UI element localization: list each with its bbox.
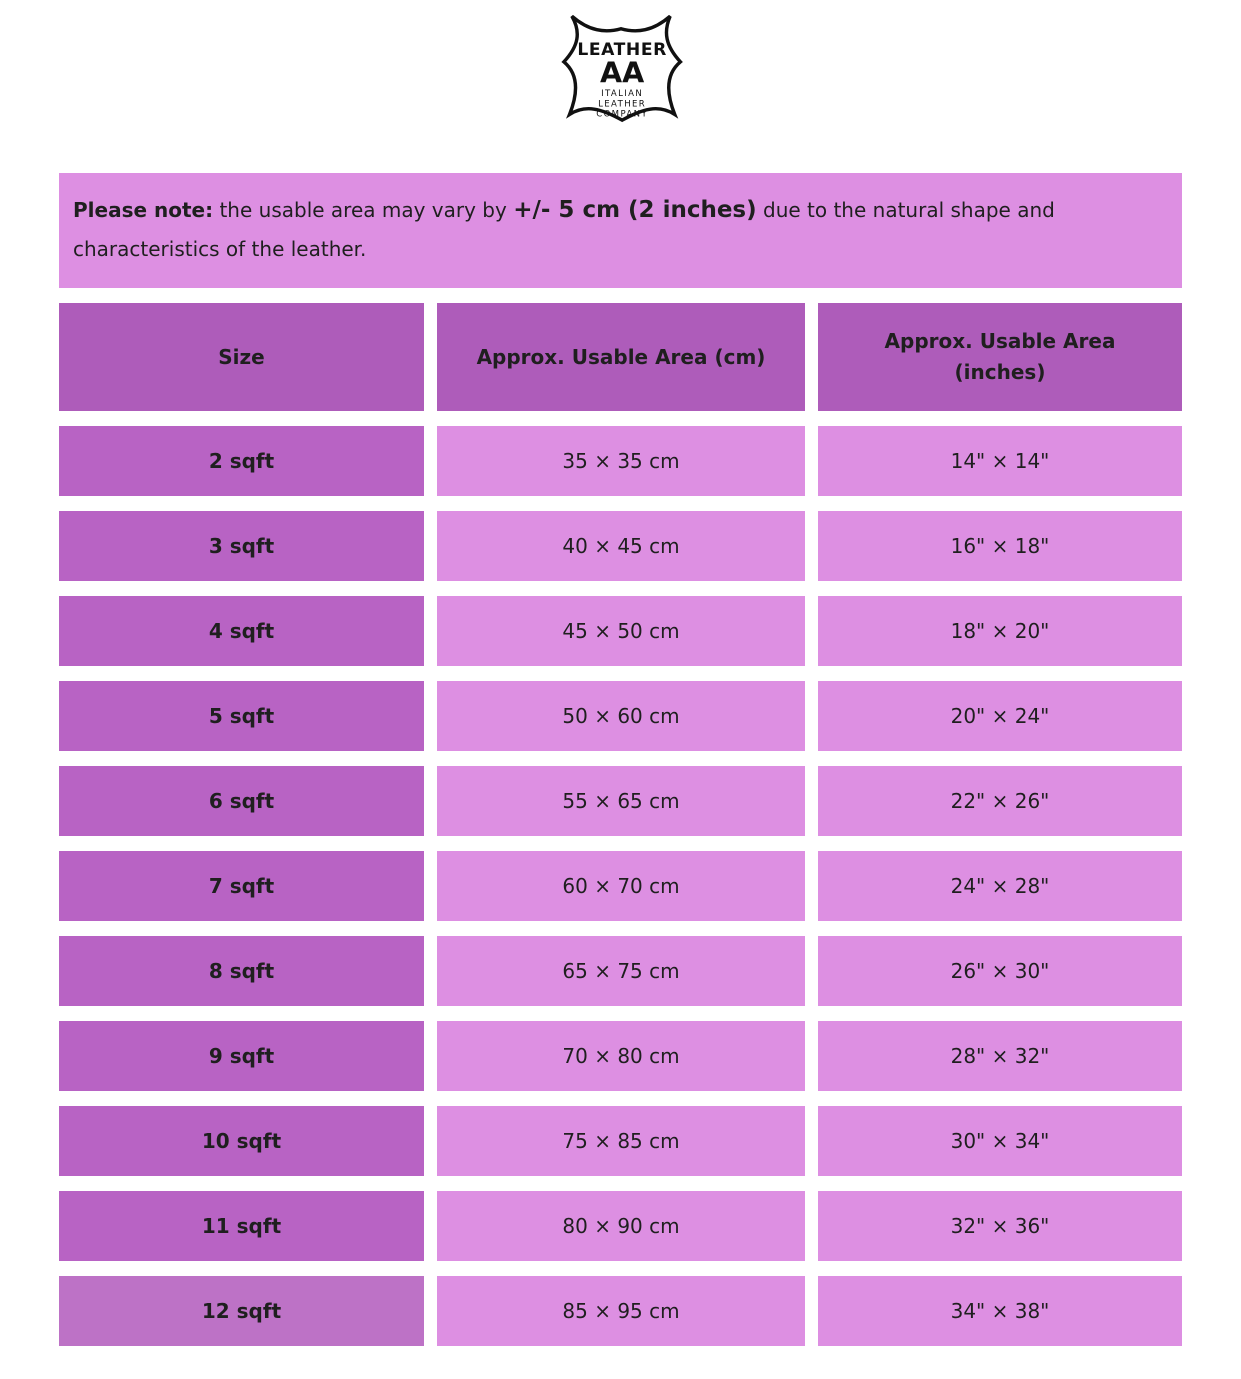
size-chart-table: [59, 303, 1182, 1379]
logo-sub-line2: LEATHER: [597, 99, 646, 110]
usable-area-inches-cell: 18" × 20": [818, 596, 1182, 666]
usable-area-cm-cell: 55 × 65 cm: [437, 766, 805, 836]
usable-area-inches-cell: 34" × 38": [818, 1276, 1182, 1346]
size-cell: 10 sqft: [59, 1106, 424, 1176]
usable-area-inches-cell: 28" × 32": [818, 1021, 1182, 1091]
size-cell: 7 sqft: [59, 851, 424, 921]
usable-area-cm-cell: 35 × 35 cm: [437, 426, 805, 496]
usable-area-inches-cell: 14" × 14": [818, 426, 1182, 496]
size-cell: 12 sqft: [59, 1276, 424, 1346]
leather-hide-icon: [552, 7, 690, 135]
brand-logo: [0, 0, 1241, 147]
note-text-suffix: due to the natural shape and characteristics of the leather.: [73, 198, 1055, 262]
usable-area-inches-cell: 20" × 24": [818, 681, 1182, 751]
column-header-inches-line2: (inches): [954, 360, 1046, 385]
column-header-size: Size: [59, 303, 424, 411]
size-cell: 4 sqft: [59, 596, 424, 666]
usable-area-cm-cell: 70 × 80 cm: [437, 1021, 805, 1091]
usable-area-inches-cell: 32" × 36": [818, 1191, 1182, 1261]
note-banner: [59, 173, 1182, 288]
size-cell: 8 sqft: [59, 936, 424, 1006]
usable-area-cm-cell: 45 × 50 cm: [437, 596, 805, 666]
logo-brand-top: LEATHER: [576, 40, 667, 60]
note-bold-variance: +/- 5 cm (2 inches): [513, 197, 757, 223]
size-cell: 11 sqft: [59, 1191, 424, 1261]
usable-area-inches-cell: 30" × 34": [818, 1106, 1182, 1176]
size-cell: 3 sqft: [59, 511, 424, 581]
size-cell: 6 sqft: [59, 766, 424, 836]
usable-area-cm-cell: 40 × 45 cm: [437, 511, 805, 581]
usable-area-cm-cell: 75 × 85 cm: [437, 1106, 805, 1176]
usable-area-inches-cell: 24" × 28": [818, 851, 1182, 921]
note-bold-prefix: Please note:: [73, 198, 214, 222]
logo-sub-line3: COMPANY: [595, 109, 648, 120]
usable-area-cm-cell: 60 × 70 cm: [437, 851, 805, 921]
usable-area-inches-cell: 22" × 26": [818, 766, 1182, 836]
column-header-inches-line1: Approx. Usable Area: [884, 329, 1116, 354]
usable-area-inches-cell: 16" × 18": [818, 511, 1182, 581]
column-header-cm: Approx. Usable Area (cm): [437, 303, 805, 411]
logo-sub-line1: ITALIAN: [600, 89, 643, 100]
size-cell: 2 sqft: [59, 426, 424, 496]
usable-area-cm-cell: 50 × 60 cm: [437, 681, 805, 751]
usable-area-cm-cell: 80 × 90 cm: [437, 1191, 805, 1261]
usable-area-cm-cell: 85 × 95 cm: [437, 1276, 805, 1346]
usable-area-cm-cell: 65 × 75 cm: [437, 936, 805, 1006]
size-cell: 9 sqft: [59, 1021, 424, 1091]
column-header-inches: [818, 303, 1182, 411]
usable-area-inches-cell: 26" × 30": [818, 936, 1182, 1006]
note-text-mid: the usable area may vary by: [213, 198, 514, 222]
logo-brand-main: AA: [599, 55, 644, 90]
size-cell: 5 sqft: [59, 681, 424, 751]
